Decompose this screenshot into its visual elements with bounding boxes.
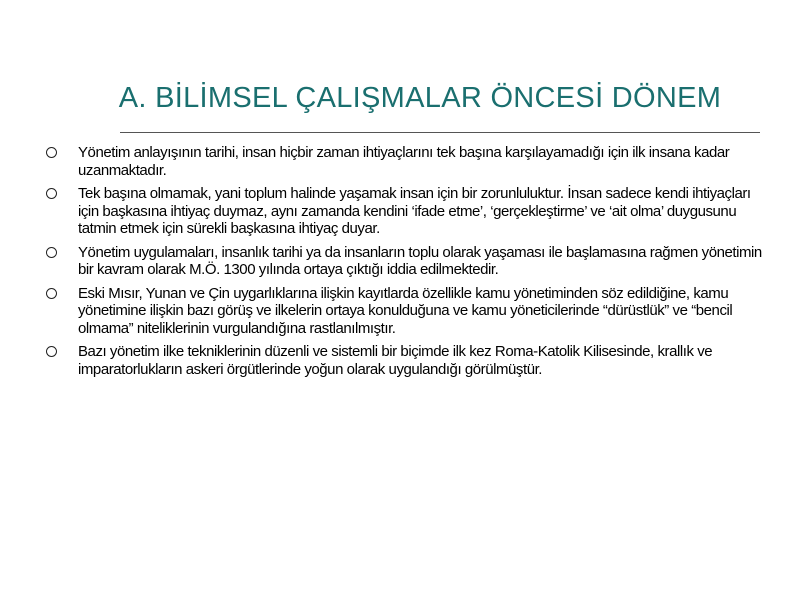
bullet-item (44, 285, 764, 338)
bullet-text: Tek başına olmamak, yani toplum halinde yaşamak insan için bir zorunluluktur. İnsan sadece kendi ihtiyaçları için başkasına ihtiyaç duymaz, aynı zamanda kendini ‘ifade etme’, ‘gerçekleştirme’ ve ‘ait olma’ duygusunu tatmin etmek için sürekli başkasına ihtiyaç duyar. (78, 185, 751, 237)
circle-bullet-icon (46, 288, 57, 299)
circle-bullet-icon (46, 188, 57, 199)
bullet-text: Bazı yönetim ilke tekniklerinin düzenli ve sistemli bir biçimde ilk kez Roma-Katolik Kilisesinde, krallık ve imparatorlukların askeri örgütlerinde yoğun olarak uygulandığı görülmüştür. (78, 343, 713, 378)
bullet-item (44, 144, 764, 179)
slide-title: A. BİLİMSEL ÇALIŞMALAR ÖNCESİ DÖNEM (118, 82, 722, 114)
bullet-text: Eski Mısır, Yunan ve Çin uygarlıklarına ilişkin kayıtlarda özellikle kamu yönetiminden söz edildiğine, kamu yönetimine ilişkin bazı görüş ve ilkelerin ortaya konulduğuna ve kamu yöneticilerinde “dürüstlük” ve “bencil olmama” niteliklerinin vurgulandığına rastlanılmıştır. (78, 284, 733, 337)
title-underline (120, 132, 760, 133)
circle-bullet-icon (46, 147, 57, 158)
bullet-text: Yönetim anlayışının tarihi, insan hiçbir zaman ihtiyaçlarını tek başına karşılayamadığı için ilk insana kadar uzanmaktadır. (78, 144, 730, 179)
circle-bullet-icon (46, 247, 57, 258)
bullet-item (44, 343, 764, 378)
circle-bullet-icon (46, 346, 57, 357)
bullet-list (44, 144, 764, 384)
bullet-item (44, 244, 764, 279)
bullet-item (44, 185, 764, 238)
bullet-text: Yönetim uygulamaları, insanlık tarihi ya da insanların toplu olarak yaşaması ile başlamasına rağmen yönetimin bir kavram olarak M.Ö. 1300 yılında ortaya çıktığı iddia edilmektedir. (78, 243, 762, 278)
